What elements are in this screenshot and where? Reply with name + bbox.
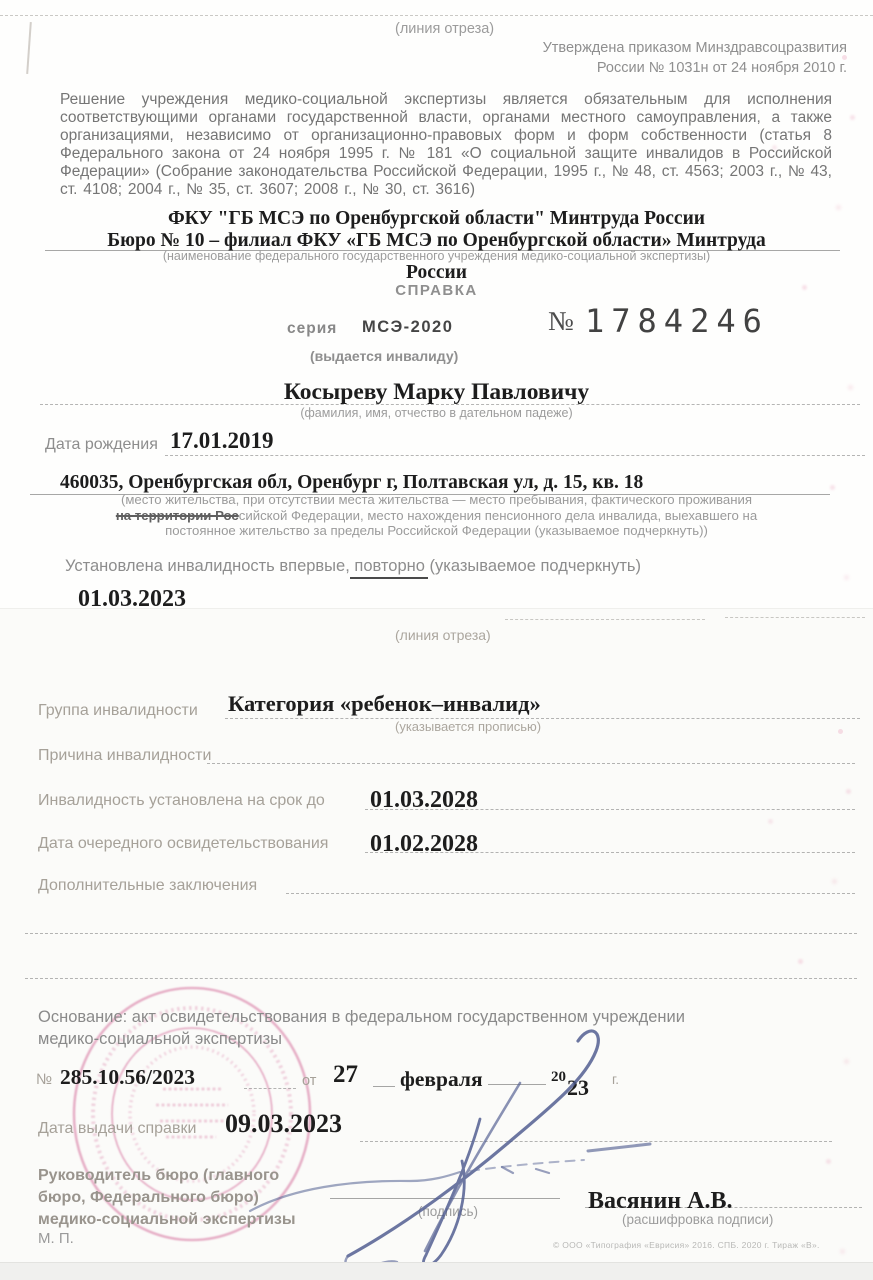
address-caption-line-3: постоянное жительство за пределы Российской Федерации (указываемое подчеркнуть)): [165, 523, 708, 539]
cut-line-label-2: (линия отреза): [395, 627, 491, 643]
address-caption: [0, 492, 873, 539]
address-caption-line-1: (место жительства, при отсутствии места жительства — место пребывания, фактического проживания: [120, 492, 753, 507]
doc-title: СПРАВКА: [395, 282, 478, 299]
issue-date-value: 09.03.2023: [225, 1109, 342, 1138]
group-label: Группа инвалидности: [38, 702, 198, 719]
cut-line-label: (линия отреза): [395, 21, 495, 37]
basis-line-2: медико-социальной экспертизы: [38, 1030, 283, 1048]
act-day-value: 27: [333, 1061, 358, 1088]
org-name-caption: (наименование федерального государственного учреждения медико-социальной экспертизы): [162, 249, 711, 263]
term-label: Инвалидность установлена на срок до: [38, 792, 325, 809]
number-value: 1784246: [585, 302, 769, 340]
certificate-top-section: [0, 0, 873, 608]
address-value: 460035, Оренбургская обл, Оренбург г, Полтавская ул, д. 15, кв. 18: [60, 472, 644, 493]
birth-date-label: Дата рождения: [45, 436, 158, 453]
signer-name: Васянин А.В.: [588, 1188, 733, 1214]
series-label: серия: [287, 320, 338, 337]
next-exam-label: Дата очередного освидетельствования: [38, 835, 329, 852]
act-year-value: 23: [567, 1075, 589, 1100]
act-from-label: от: [302, 1073, 317, 1089]
approval-line-1: Утверждена приказом Минздравсоцразвития: [542, 40, 847, 56]
group-value: Категория «ребенок–инвалид»: [228, 691, 541, 716]
series-value: МСЭ-2020: [362, 318, 454, 336]
next-exam-value: 01.02.2028: [370, 831, 478, 857]
address-caption-line-2-rest: сийской Федерации, место нахождения пенсионного дела инвалида, выехавшего на: [238, 507, 758, 523]
term-value: 01.03.2028: [370, 787, 478, 813]
birth-date-value: 17.01.2019: [170, 428, 274, 453]
established-date-value: 01.03.2023: [78, 586, 186, 608]
basis-line-1: Основание: акт освидетельствования в федеральном государственном учреждении: [38, 1008, 685, 1026]
act-year-g: г.: [612, 1072, 620, 1087]
recipient-name-caption: (фамилия, имя, отчество в дательном падеже): [300, 406, 573, 420]
address-caption-line-2: [0, 508, 873, 524]
act-number-sign: №: [36, 1071, 53, 1088]
blank-rule-1: [25, 933, 857, 934]
stamp-place-label: М. П.: [38, 1230, 74, 1247]
issue-date-label: Дата выдачи справки: [38, 1120, 197, 1137]
act-number-value: 285.10.56/2023: [60, 1065, 195, 1089]
established-line: Установлена инвалидность впервые, повторно (указываемое подчеркнуть): [65, 557, 642, 575]
signer-caption: (расшифровка подписи): [622, 1212, 774, 1227]
signature-ink: [230, 1011, 670, 1263]
scan-speckles: [842, 55, 847, 60]
head-label-line-2: бюро, Федерального бюро): [38, 1189, 259, 1206]
act-month-value: февраля: [400, 1067, 483, 1091]
org-name-line-3: России: [406, 262, 467, 283]
printer-note: © ООО «Типография «Еврисия» 2016. СПБ. 2020 г. Тираж «В».: [553, 1240, 820, 1250]
cause-label: Причина инвалидности: [38, 747, 212, 764]
birth-date-rule: [165, 455, 865, 456]
certificate-bottom-section: [0, 608, 873, 1263]
scan-edge: [0, 1262, 873, 1280]
address-caption-struck-fragment: на территории Рос: [115, 507, 239, 523]
legal-paragraph: Решение учреждения медико-социальной экспертизы является обязательным для исполнения соответствующими органами государственной власти, органами местного самоуправления, а также организациями, независимо от организационно-правовых форм и форм собственности (статья 8 Федерального закона от 24 ноября 1995 г. № 181 «О социальной защите инвалидов в Российской Федерации» (Собрание законодательства Российской Федерации, 1995 г., № 48, ст. 4563; 2003 г., № 43, ст. 4108; 2004 г., № 35, ст. 3607; 2008 г., № 30, ст. 3616): [60, 91, 832, 198]
recipient-name: Косыреву Марку Павловичу: [283, 379, 590, 405]
head-label-line-3: медико-социальной экспертизы: [38, 1211, 296, 1228]
cause-rule: [207, 763, 855, 764]
signature-caption: (подпись): [418, 1204, 479, 1219]
group-rule: [225, 718, 860, 719]
scan-speckles-2: [838, 729, 843, 734]
approval-line-2: России № 1031н от 24 ноября 2010 г.: [596, 60, 847, 76]
cut-line-segment-1: [505, 619, 705, 620]
act-year-prefix: 20: [551, 1069, 566, 1085]
approval-note: [543, 38, 847, 78]
additional-label: Дополнительные заключения: [38, 877, 258, 894]
org-name-line-1: ФКУ "ГБ МСЭ по Оренбургской области" Минтруда России: [167, 208, 706, 229]
repeat-underline: [350, 577, 428, 579]
number-sign: №: [548, 306, 574, 336]
cut-line-segment-2: [725, 617, 865, 618]
cut-line: [0, 15, 873, 16]
org-name-line-2: Бюро № 10 – филиал ФКУ «ГБ МСЭ по Оренбургской области» Минтруда: [107, 230, 766, 251]
group-caption: (указывается прописью): [395, 719, 542, 734]
issued-to-caption: (выдается инвалиду): [310, 348, 459, 364]
pen-mark: [26, 22, 32, 74]
additional-rule: [286, 893, 855, 894]
blank-rule-2: [25, 978, 857, 979]
head-label-line-1: Руководитель бюро (главного: [38, 1167, 280, 1184]
